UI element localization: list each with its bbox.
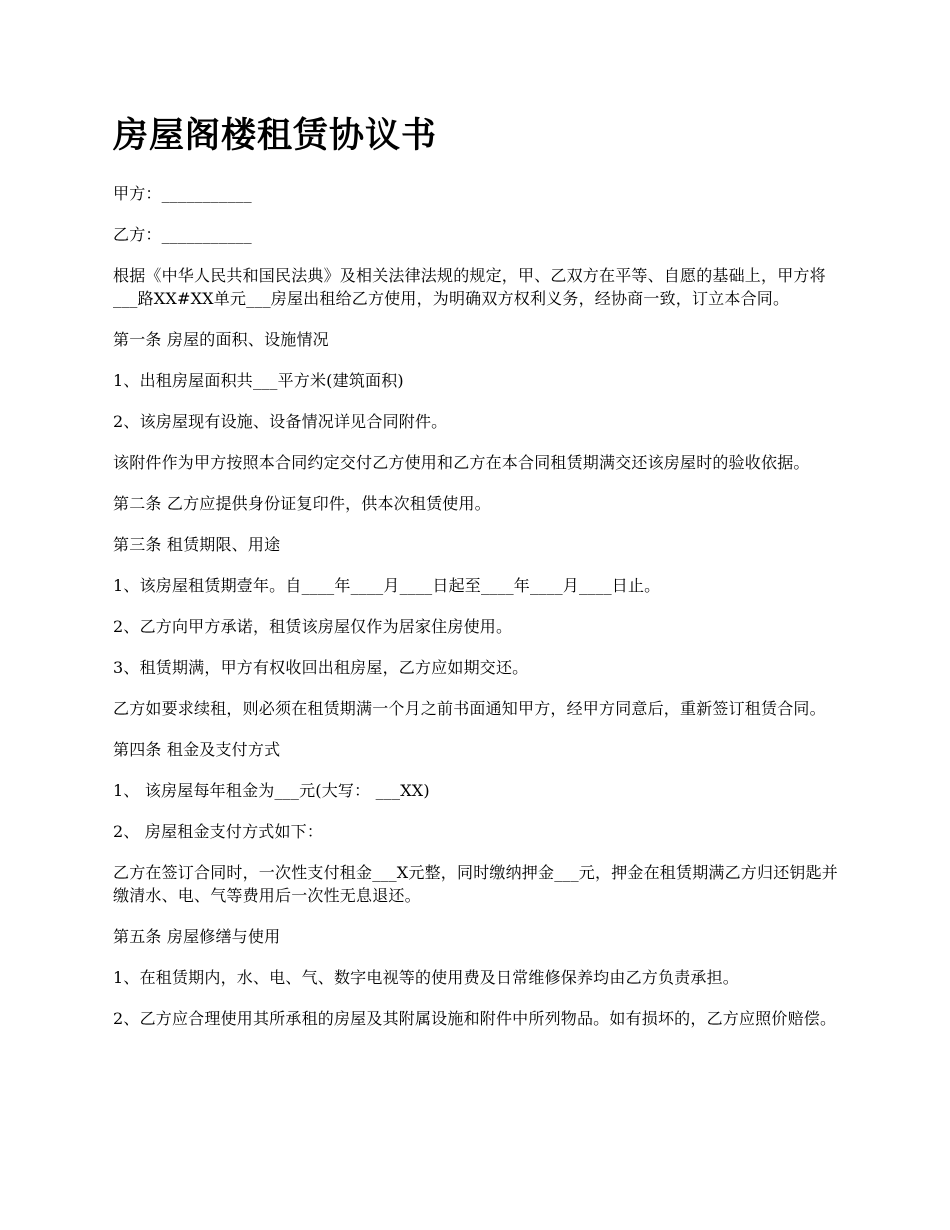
article-4-heading: 第四条 租金及支付方式	[113, 740, 281, 759]
article-3-item-2: 2、乙方向甲方承诺，租赁该房屋仅作为居家住房使用。	[113, 617, 513, 636]
article-1-item-1: 1、出租房屋面积共___平方米(建筑面积)	[113, 371, 404, 390]
article-3-item-1: 1、该房屋租赁期壹年。自____年____月____日起至____年____月____日止。	[113, 576, 661, 595]
document-page	[113, 112, 841, 1048]
article-1-note: 该附件作为甲方按照本合同约定交付乙方使用和乙方在本合同租赁期满交还该房屋时的验收依据。	[113, 453, 810, 472]
article-2-heading: 第二条 乙方应提供身份证复印件，供本次租赁使用。	[113, 494, 491, 513]
article-4-item-1: 1、 该房屋每年租金为___元(大写： ___XX)	[113, 781, 430, 800]
article-5-item-1: 1、在租赁期内，水、电、气、数字电视等的使用费及日常维修保养均由乙方负责承担。	[113, 968, 739, 987]
article-4-item-2: 2、 房屋租金支付方式如下：	[113, 822, 324, 841]
article-5-heading: 第五条 房屋修缮与使用	[113, 927, 281, 946]
article-3-heading: 第三条 租赁期限、用途	[113, 535, 281, 554]
article-1-item-2: 2、该房屋现有设施、设备情况详见合同附件。	[113, 412, 448, 431]
preamble-paragraph: 根据《中华人民共和国民法典》及相关法律法规的规定，甲、乙双方在平等、自愿的基础上，甲方将___路XX#XX单元___房屋出租给乙方使用，为明确双方权利义务，经协商一致，订立本合同。	[113, 266, 826, 308]
article-4-note: 乙方在签订合同时，一次性支付租金___X元整，同时缴纳押金___元，押金在租赁期满乙方归还钥匙并缴清水、电、气等费用后一次性无息退还。	[113, 863, 838, 905]
document-title: 房屋阁楼租赁协议书	[113, 116, 438, 156]
article-3-item-3: 3、租赁期满，甲方有权收回出租房屋，乙方应如期交还。	[113, 658, 529, 677]
article-5-item-2: 2、乙方应合理使用其所承租的房屋及其附属设施和附件中所列物品。如有损坏的，乙方应照价赔偿。	[113, 1009, 837, 1028]
party-a-line: 甲方：___________	[113, 184, 252, 203]
article-3-note: 乙方如要求续租，则必须在租赁期满一个月之前书面通知甲方，经甲方同意后，重新签订租赁合同。	[113, 699, 826, 718]
party-b-line: 乙方：___________	[113, 225, 252, 244]
article-1-heading: 第一条 房屋的面积、设施情况	[113, 330, 329, 349]
